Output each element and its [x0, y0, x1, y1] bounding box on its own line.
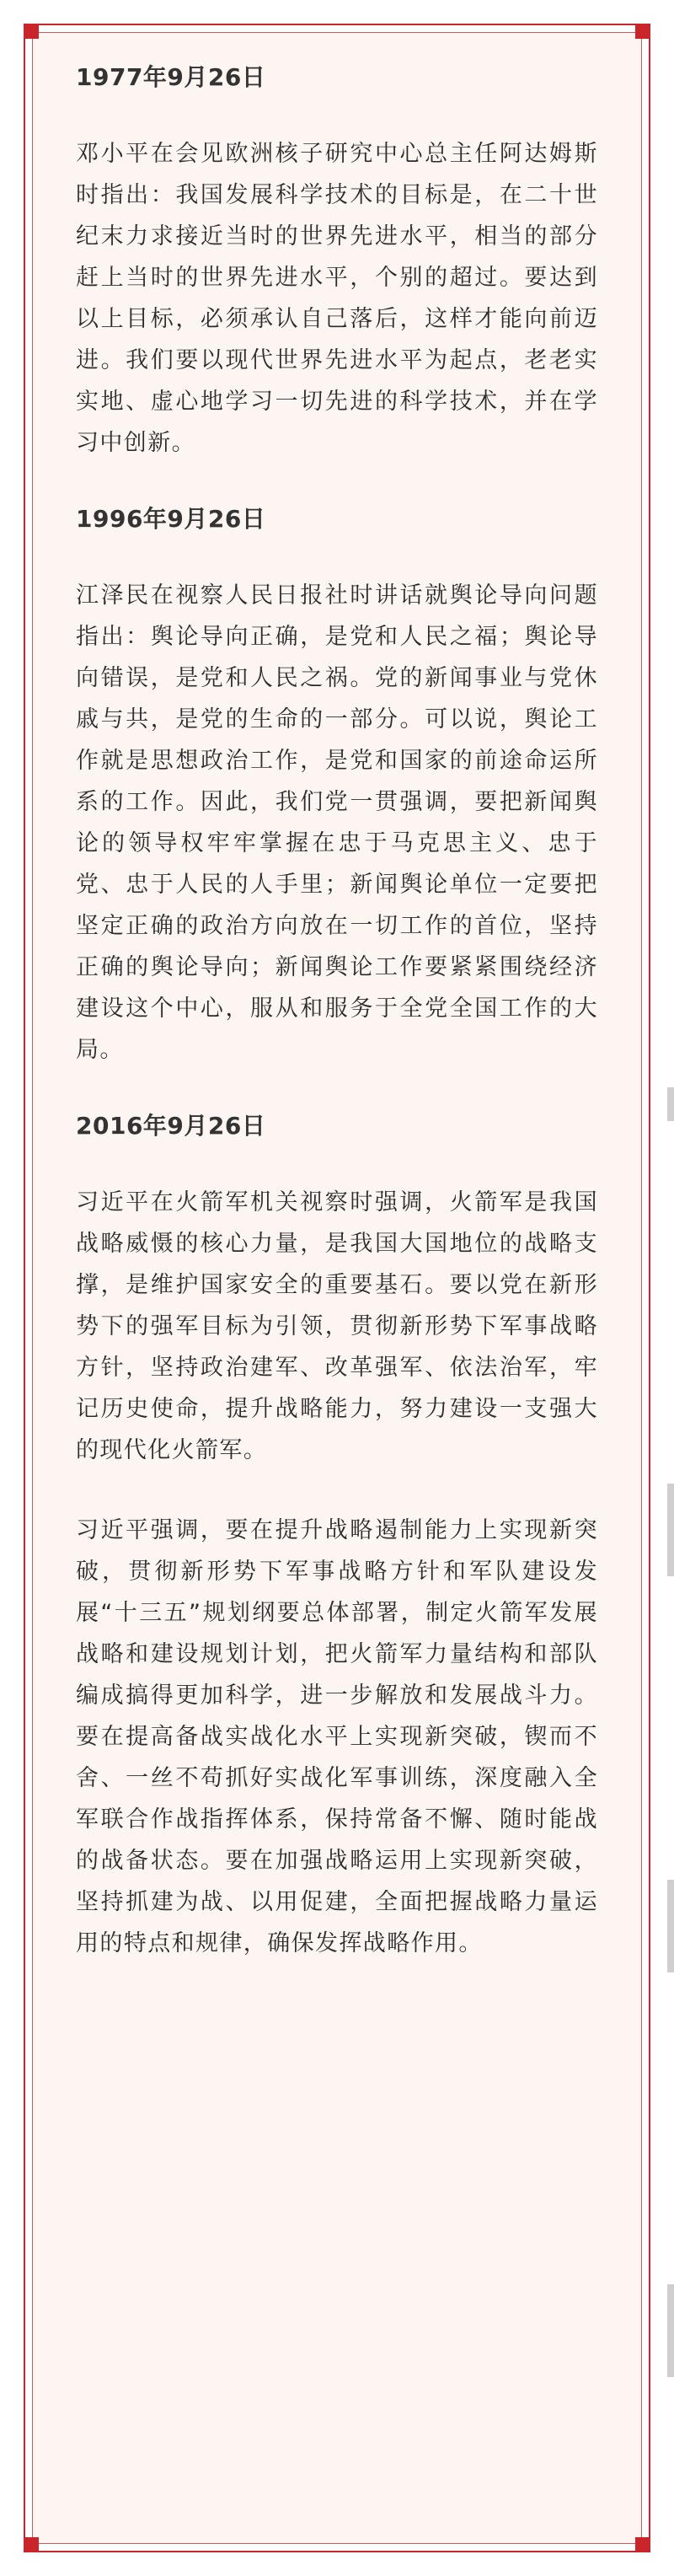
article-body — [76, 61, 598, 2003]
corner-ornament-bottom-left — [24, 2537, 39, 2552]
corner-ornament-top-left — [24, 24, 39, 39]
section-2016 — [76, 1109, 598, 1964]
paragraph: 邓小平在会见欧洲核子研究中心总主任阿达姆斯时指出：我国发展科学技术的目标是，在二十世纪末力求接近当时的世界先进水平，相当的部分赶上当时的世界先进水平，个别的超过。要达到以上目标，必须承认自己落后，这样才能向前迈进。我们要以现代世界先进水平为起点，老老实实地、虚心地学习一切先进的科学技术，并在学习中创新。 — [76, 141, 598, 456]
section-1977 — [76, 61, 598, 464]
paragraph: 习近平在火箭军机关视察时强调，火箭军是我国战略威慑的核心力量，是我国大国地位的战略支撑，是维护国家安全的重要基石。要以党在新形势下的强军目标为引领，贯彻新形势下军事战略方针，坚持政治建军、改革强军、依法治军，牢记历史使命，提升战略能力，努力建设一支强大的现代化火箭军。 — [76, 1189, 598, 1463]
edge-mark — [667, 1484, 674, 1576]
paragraph: 江泽民在视察人民日报社时讲话就舆论导向问题指出：舆论导向正确，是党和人民之福；舆论导向错误，是党和人民之祸。党的新闻事业与党休戚与共，是党的生命的一部分。可以说，舆论工作就是思想政治工作，是党和国家的前途命运所系的工作。因此，我们党一贯强调，要把新闻舆论的领导权牢牢掌握在忠于马克思主义、忠于党、忠于人民的人手里；新闻舆论单位一定要把坚定正确的政治方向放在一切工作的首位，坚持正确的舆论导向；新闻舆论工作要紧紧围绕经济建设这个中心，服从和服务于全党全国工作的大局。 — [76, 582, 598, 1063]
edge-mark — [667, 2284, 674, 2377]
edge-mark — [667, 1087, 674, 1121]
corner-ornament-top-right — [635, 24, 650, 39]
date-heading: 1996年9月26日 — [76, 505, 266, 533]
edge-mark — [667, 1880, 674, 1972]
date-heading: 2016年9月26日 — [76, 1112, 266, 1140]
paragraph: 习近平强调，要在提升战略遏制能力上实现新突破，贯彻新形势下军事战略方针和军队建设发展“十三五”规划纲要总体部署，制定火箭军发展战略和建设规划计划，把火箭军力量结构和部队编成搞得更加科学，进一步解放和发展战斗力。要在提高备战实战化水平上实现新突破，锲而不舍、一丝不苟抓好实战化军事训练，深度融入全军联合作战指挥体系，保持常备不懈、随时能战的战备状态。要在加强战略运用上实现新突破，坚持抓建为战、以用促建，全面把握战略力量运用的特点和规律，确保发挥战略作用。 — [76, 1517, 598, 1956]
section-1996 — [76, 502, 598, 1071]
corner-ornament-bottom-right — [635, 2537, 650, 2552]
date-heading: 1977年9月26日 — [76, 63, 266, 91]
